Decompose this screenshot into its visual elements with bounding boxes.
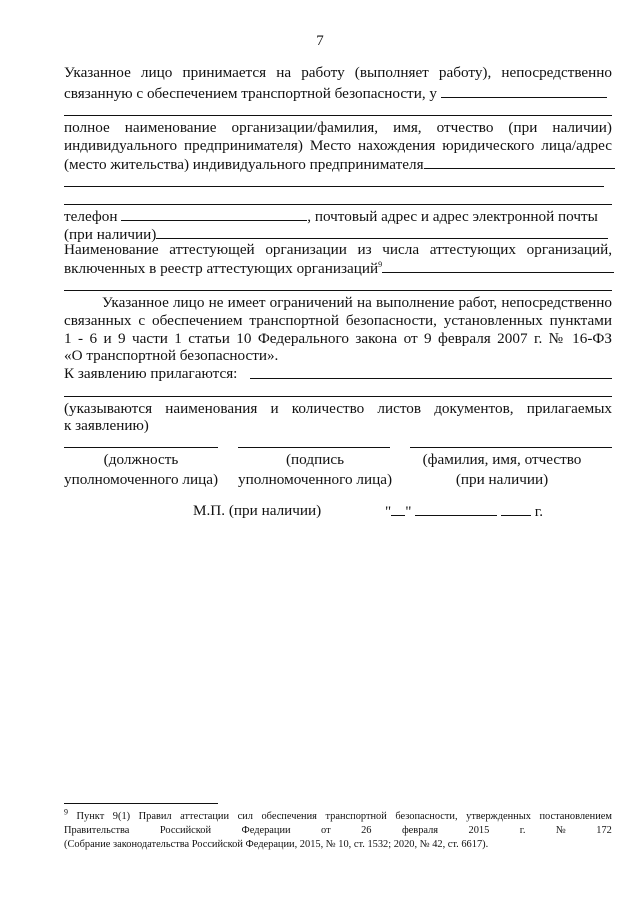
organization-caption-line1: полное наименование организации/фамилия, имя, отчество (при наличии) [64,119,612,136]
full-name-caption-line2: (при наличии) [455,471,549,488]
organization-caption-line3 [64,155,612,174]
date-year-field[interactable] [501,502,531,516]
attachments-caption-line1: (указываются наименования и количество листов документов, прилагаемых [64,400,612,417]
organization-name-field-line2[interactable] [64,115,612,116]
footnote-line1-text: Пункт 9(1) Правил аттестации сил обеспечения транспортной безопасности, утвержденных постановлением [76,811,612,822]
attachments-label: К заявлению прилагаются: [64,365,238,382]
full-name-caption-line1: (фамилия, имя, отчество [422,451,582,468]
footnote-line2-word: от [321,825,331,836]
footnote-line2-word: Федерации [241,825,291,836]
footnote-line3: (Собрание законодательства Российской Федерации, 2015, № 10, ст. 1532; 2020, № 42, ст. 6617). [64,839,489,850]
footnote-reference-9: 9 [378,259,383,269]
restrictions-line1: Указанное лицо не имеет ограничений на выполнение работ, непосредственно [102,294,612,311]
footnote-line2-word: 2015 [468,825,490,836]
footnote-line2-word: Российской [159,825,212,836]
attachments-caption-line2: к заявлению) [64,417,149,434]
address-field-line3[interactable] [64,204,612,205]
if-any-label: (при наличии) [64,226,157,243]
organization-caption-line2: индивидуального предпринимателя) Место нахождения юридического лица/адрес [64,137,612,154]
organization-name-field[interactable] [441,84,607,98]
organization-caption-line3-text: (место жительства) индивидуального предпринимателя [64,156,424,173]
footnote-line2-word: Правительства [64,825,130,836]
restrictions-line4: «О транспортной безопасности». [64,347,279,364]
attachments-field-line2[interactable] [64,396,612,397]
address-field-line2[interactable] [64,186,604,187]
postal-email-field[interactable] [156,225,608,239]
signature-caption-line2: уполномоченного лица) [237,471,393,488]
signature-caption-line1: (подпись [286,451,344,468]
date-year-suffix: г. [534,503,544,520]
page-number: 7 [316,33,324,49]
date-quote-close: " [405,503,412,520]
position-field[interactable] [64,447,218,448]
position-caption-line2: уполномоченного лица) [63,471,219,488]
footnote-line2-word: № [555,825,566,836]
attesting-org-field-line2[interactable] [64,290,612,291]
footnote-line2-word: 172 [596,825,612,836]
date-line [385,502,555,521]
attesting-org-line1: Наименование аттестующей организации из числа аттестующих организаций, [64,241,612,258]
attesting-org-field[interactable] [382,259,614,273]
restrictions-line3: 1 - 6 и 9 части 1 статьи 10 Федерального закона от 9 февраля 2007 г. № 16-ФЗ [64,330,612,347]
paragraph1-line2 [64,84,612,103]
date-day-field[interactable] [391,502,405,516]
date-month-field[interactable] [415,502,497,516]
footnote-line1 [64,807,612,824]
footnote-separator [64,803,218,804]
attachments-line [64,365,612,383]
restrictions-line2: связанных с обеспечением транспортной безопасности, установленных пунктами [64,312,612,329]
address-field[interactable] [424,155,615,169]
full-name-field[interactable] [410,447,612,448]
signature-field[interactable] [238,447,390,448]
footnote-line2-word: г. [519,825,526,836]
paragraph1-line2-text: связанную с обеспечением транспортной безопасности, у [64,85,438,102]
date-quote-open: " [385,503,392,520]
attachments-field[interactable] [250,378,612,379]
paragraph1-line1: Указанное лицо принимается на работу (выполняет работу), непосредственно [64,64,612,81]
position-caption-line1: (должность [103,451,179,468]
contacts-line [64,207,612,226]
footnote-mark: 9 [64,807,68,817]
footnote-line2 [64,824,612,838]
postal-email-label: , почтовый адрес и адрес электронной почты [307,208,598,225]
phone-field[interactable] [121,207,307,221]
stamp-label: М.П. (при наличии) [193,502,322,519]
footnote-line2-word: 26 [361,825,372,836]
signature-caption [230,450,400,490]
footnote-line2-word: февраля [401,825,439,836]
phone-label: телефон [64,208,118,225]
attesting-org-line2 [64,259,612,278]
position-caption [58,450,224,490]
attesting-org-line2-text: включенных в реестр аттестующих организаций [64,260,379,277]
full-name-caption [412,450,592,490]
